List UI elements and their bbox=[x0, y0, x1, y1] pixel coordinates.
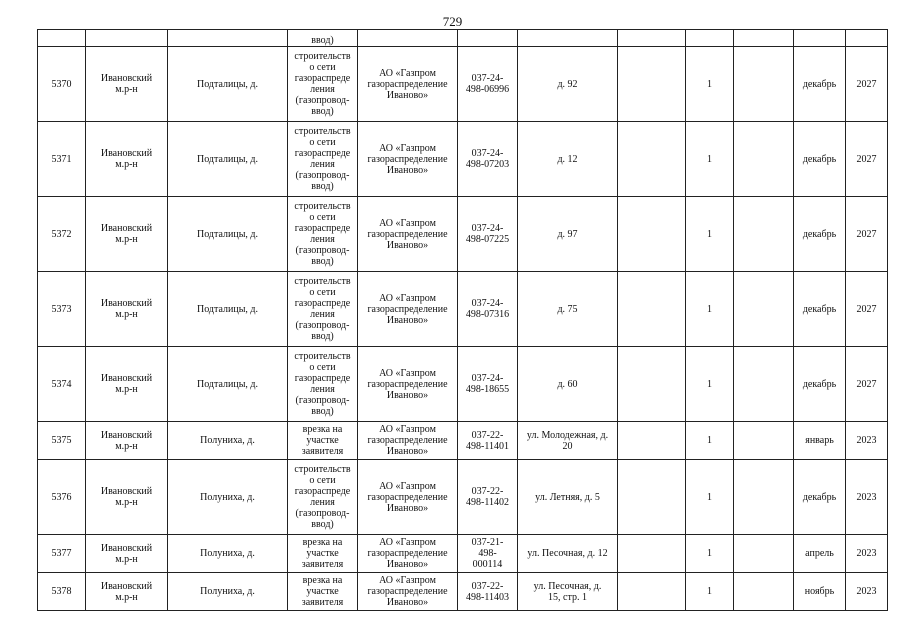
quantity-cell: 1 bbox=[686, 460, 734, 535]
district-cell: Ивановский м.р-н bbox=[86, 197, 168, 272]
empty-cell bbox=[618, 47, 686, 122]
month-cell: ноябрь bbox=[794, 573, 846, 611]
table-row bbox=[38, 347, 888, 422]
row-number-cell: 5376 bbox=[38, 460, 86, 535]
locality-cell: Полуниха, д. bbox=[168, 422, 288, 460]
application-code-cell: 037-24- 498-07316 bbox=[458, 272, 518, 347]
work-type-cell: строительств о сети газораспреде ления (газопровод- ввод) bbox=[288, 460, 358, 535]
locality-cell: Полуниха, д. bbox=[168, 573, 288, 611]
table-row bbox=[38, 460, 888, 535]
row-number-cell: 5370 bbox=[38, 47, 86, 122]
month-cell: декабрь bbox=[794, 272, 846, 347]
work-type-cell: строительств о сети газораспреде ления (газопровод- ввод) bbox=[288, 122, 358, 197]
year-cell: 2027 bbox=[846, 197, 888, 272]
month-cell: апрель bbox=[794, 535, 846, 573]
quantity-cell: 1 bbox=[686, 272, 734, 347]
organization-cell: АО «Газпром газораспределение Иваново» bbox=[358, 47, 458, 122]
row-number-cell: 5373 bbox=[38, 272, 86, 347]
work-type-cell: строительств о сети газораспреде ления (газопровод- ввод) bbox=[288, 272, 358, 347]
month-cell: декабрь bbox=[794, 122, 846, 197]
empty-cell bbox=[734, 573, 794, 611]
application-code-cell: 037-24- 498-18655 bbox=[458, 347, 518, 422]
month-cell: декабрь bbox=[794, 47, 846, 122]
district-cell: Ивановский м.р-н bbox=[86, 460, 168, 535]
empty-cell bbox=[734, 122, 794, 197]
row-number-cell: 5371 bbox=[38, 122, 86, 197]
empty-cell bbox=[734, 47, 794, 122]
empty-cell bbox=[618, 535, 686, 573]
district-cell: Ивановский м.р-н bbox=[86, 573, 168, 611]
quantity-cell: 1 bbox=[686, 122, 734, 197]
year-cell: 2023 bbox=[846, 573, 888, 611]
gas-connection-table bbox=[37, 29, 888, 611]
application-code-cell: 037-21- 498- 000114 bbox=[458, 535, 518, 573]
empty-cell bbox=[618, 460, 686, 535]
empty-cell bbox=[618, 422, 686, 460]
work-type-cell: строительств о сети газораспреде ления (газопровод- ввод) bbox=[288, 347, 358, 422]
address-cell: ул. Молодежная, д. 20 bbox=[518, 422, 618, 460]
month-cell: декабрь bbox=[794, 197, 846, 272]
district-cell: Ивановский м.р-н bbox=[86, 47, 168, 122]
organization-cell: АО «Газпром газораспределение Иваново» bbox=[358, 422, 458, 460]
address-cell: д. 97 bbox=[518, 197, 618, 272]
row-number-cell: 5378 bbox=[38, 573, 86, 611]
table-row bbox=[38, 47, 888, 122]
address-cell: д. 12 bbox=[518, 122, 618, 197]
year-cell: 2023 bbox=[846, 422, 888, 460]
address-cell: д. 75 bbox=[518, 272, 618, 347]
year-cell: 2027 bbox=[846, 272, 888, 347]
locality-cell: Полуниха, д. bbox=[168, 460, 288, 535]
table-row bbox=[38, 535, 888, 573]
year-cell: 2027 bbox=[846, 47, 888, 122]
organization-cell: АО «Газпром газораспределение Иваново» bbox=[358, 460, 458, 535]
quantity-cell: 1 bbox=[686, 347, 734, 422]
locality-cell: Подталицы, д. bbox=[168, 272, 288, 347]
year-cell: 2023 bbox=[846, 460, 888, 535]
application-code-cell: 037-22- 498-11401 bbox=[458, 422, 518, 460]
month-cell: январь bbox=[794, 422, 846, 460]
row-number-cell: 5377 bbox=[38, 535, 86, 573]
organization-cell: АО «Газпром газораспределение Иваново» bbox=[358, 573, 458, 611]
address-cell: ул. Песочная, д. 15, стр. 1 bbox=[518, 573, 618, 611]
work-type-cell: врезка на участке заявителя bbox=[288, 573, 358, 611]
year-cell: 2023 bbox=[846, 535, 888, 573]
empty-cell bbox=[734, 197, 794, 272]
organization-cell: АО «Газпром газораспределение Иваново» bbox=[358, 272, 458, 347]
empty-cell bbox=[618, 122, 686, 197]
application-code-cell: 037-24- 498-07203 bbox=[458, 122, 518, 197]
empty-cell bbox=[618, 573, 686, 611]
table-row bbox=[38, 122, 888, 197]
address-cell: ул. Летняя, д. 5 bbox=[518, 460, 618, 535]
organization-cell: АО «Газпром газораспределение Иваново» bbox=[358, 535, 458, 573]
locality-cell: Подталицы, д. bbox=[168, 122, 288, 197]
empty-cell bbox=[618, 347, 686, 422]
application-code-cell: 037-24- 498-06996 bbox=[458, 47, 518, 122]
quantity-cell: 1 bbox=[686, 47, 734, 122]
row-number-cell: 5374 bbox=[38, 347, 86, 422]
table-row bbox=[38, 272, 888, 347]
row-number-cell: 5375 bbox=[38, 422, 86, 460]
address-cell: ул. Песочная, д. 12 bbox=[518, 535, 618, 573]
work-type-cell: врезка на участке заявителя bbox=[288, 535, 358, 573]
year-cell: 2027 bbox=[846, 347, 888, 422]
locality-cell: Подталицы, д. bbox=[168, 47, 288, 122]
organization-cell: АО «Газпром газораспределение Иваново» bbox=[358, 197, 458, 272]
organization-cell: АО «Газпром газораспределение Иваново» bbox=[358, 122, 458, 197]
empty-cell bbox=[734, 422, 794, 460]
quantity-cell: 1 bbox=[686, 535, 734, 573]
quantity-cell: 1 bbox=[686, 573, 734, 611]
district-cell: Ивановский м.р-н bbox=[86, 535, 168, 573]
row-number-cell: 5372 bbox=[38, 197, 86, 272]
month-cell: декабрь bbox=[794, 347, 846, 422]
locality-cell: Полуниха, д. bbox=[168, 535, 288, 573]
work-type-cell: врезка на участке заявителя bbox=[288, 422, 358, 460]
district-cell: Ивановский м.р-н bbox=[86, 122, 168, 197]
empty-cell bbox=[734, 347, 794, 422]
locality-cell: Подталицы, д. bbox=[168, 347, 288, 422]
month-cell: декабрь bbox=[794, 460, 846, 535]
address-cell: д. 60 bbox=[518, 347, 618, 422]
year-cell: 2027 bbox=[846, 122, 888, 197]
empty-cell bbox=[734, 272, 794, 347]
application-code-cell: 037-22- 498-11402 bbox=[458, 460, 518, 535]
empty-cell bbox=[618, 197, 686, 272]
work-type-cell: строительств о сети газораспреде ления (газопровод- ввод) bbox=[288, 197, 358, 272]
empty-cell bbox=[618, 272, 686, 347]
organization-cell: АО «Газпром газораспределение Иваново» bbox=[358, 347, 458, 422]
empty-cell bbox=[734, 535, 794, 573]
work-type-cell: ввод) bbox=[288, 30, 358, 47]
district-cell: Ивановский м.р-н bbox=[86, 272, 168, 347]
table-row bbox=[38, 573, 888, 611]
application-code-cell: 037-24- 498-07225 bbox=[458, 197, 518, 272]
page-number: 729 bbox=[442, 14, 463, 29]
application-code-cell: 037-22- 498-11403 bbox=[458, 573, 518, 611]
table-row bbox=[38, 422, 888, 460]
work-type-cell: строительств о сети газораспреде ления (газопровод- ввод) bbox=[288, 47, 358, 122]
district-cell: Ивановский м.р-н bbox=[86, 422, 168, 460]
quantity-cell: 1 bbox=[686, 422, 734, 460]
empty-cell bbox=[734, 460, 794, 535]
table-row-stub bbox=[38, 30, 888, 47]
quantity-cell: 1 bbox=[686, 197, 734, 272]
table-row bbox=[38, 197, 888, 272]
district-cell: Ивановский м.р-н bbox=[86, 347, 168, 422]
address-cell: д. 92 bbox=[518, 47, 618, 122]
locality-cell: Подталицы, д. bbox=[168, 197, 288, 272]
